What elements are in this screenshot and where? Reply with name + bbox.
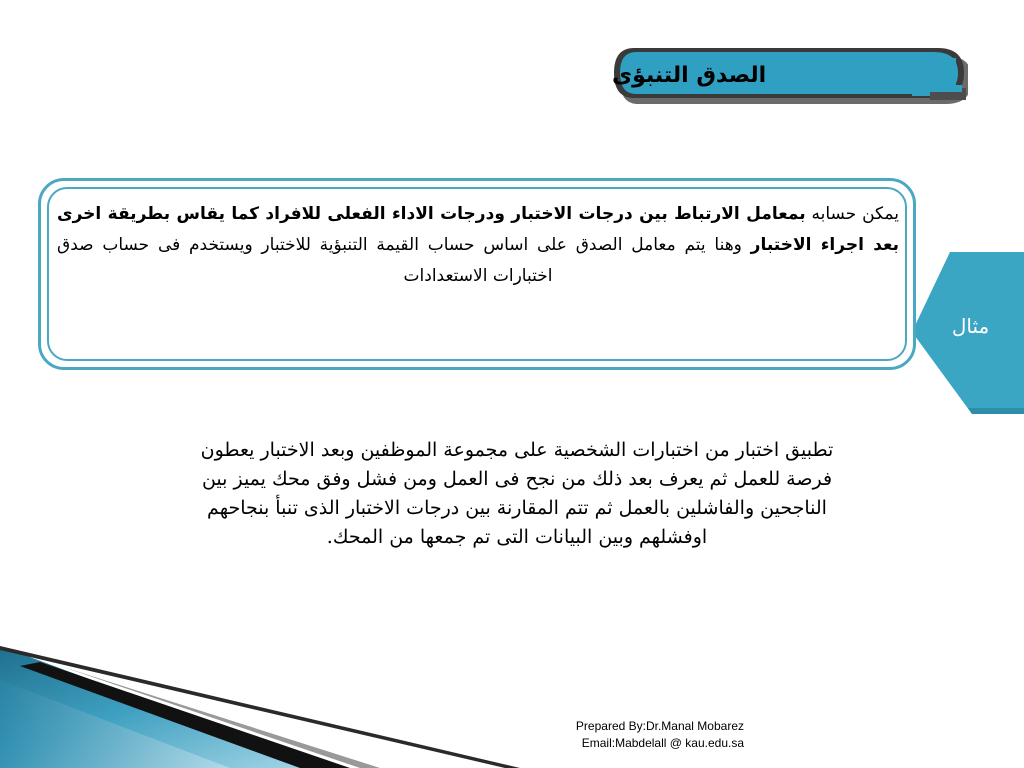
definition-box — [38, 178, 916, 370]
credits-author: Prepared By:Dr.Manal Mobarez — [575, 719, 744, 733]
slide-title: الصدق التنبؤى — [612, 62, 767, 88]
example-line: فرصة للعمل ثم يعرف بعد ذلك من نجح فى العمل ومن فشل وفق محك يميز بين — [201, 468, 833, 490]
example-label: مثال — [951, 314, 990, 338]
definition-text — [57, 199, 899, 292]
example-line: اوفشلهم وبين البيانات التى تم جمعها من المحك. — [326, 526, 708, 548]
credits — [500, 718, 744, 752]
definition-bold: بمعامل الارتباط بين درجات الاختبار ودرجات الاداء الفعلى للافراد كما يقاس بطريقة اخرى بعد اجراء الاختبار — [57, 204, 899, 255]
example-line: الناجحين والفاشلين بالعمل ثم تتم المقارنة بين درجات الاختبار الذى تنبأ بنجاحهم — [207, 497, 827, 519]
definition-part-2: وهنا يتم معامل الصدق على اساس حساب القيمة التنبؤية للاختبار ويستخدم فى حساب صدق اختبارات الاستعدادات — [57, 235, 751, 286]
example-paragraph — [100, 436, 934, 552]
example-line: تطبيق اختبار من اختبارات الشخصية على مجموعة الموظفين وبعد الاختبار يعطون — [200, 439, 834, 461]
credits-email: Email:Mabdelall @ kau.edu.sa — [581, 736, 744, 750]
definition-part-1: يمكن حسابه — [805, 204, 899, 224]
title-banner — [612, 44, 968, 106]
